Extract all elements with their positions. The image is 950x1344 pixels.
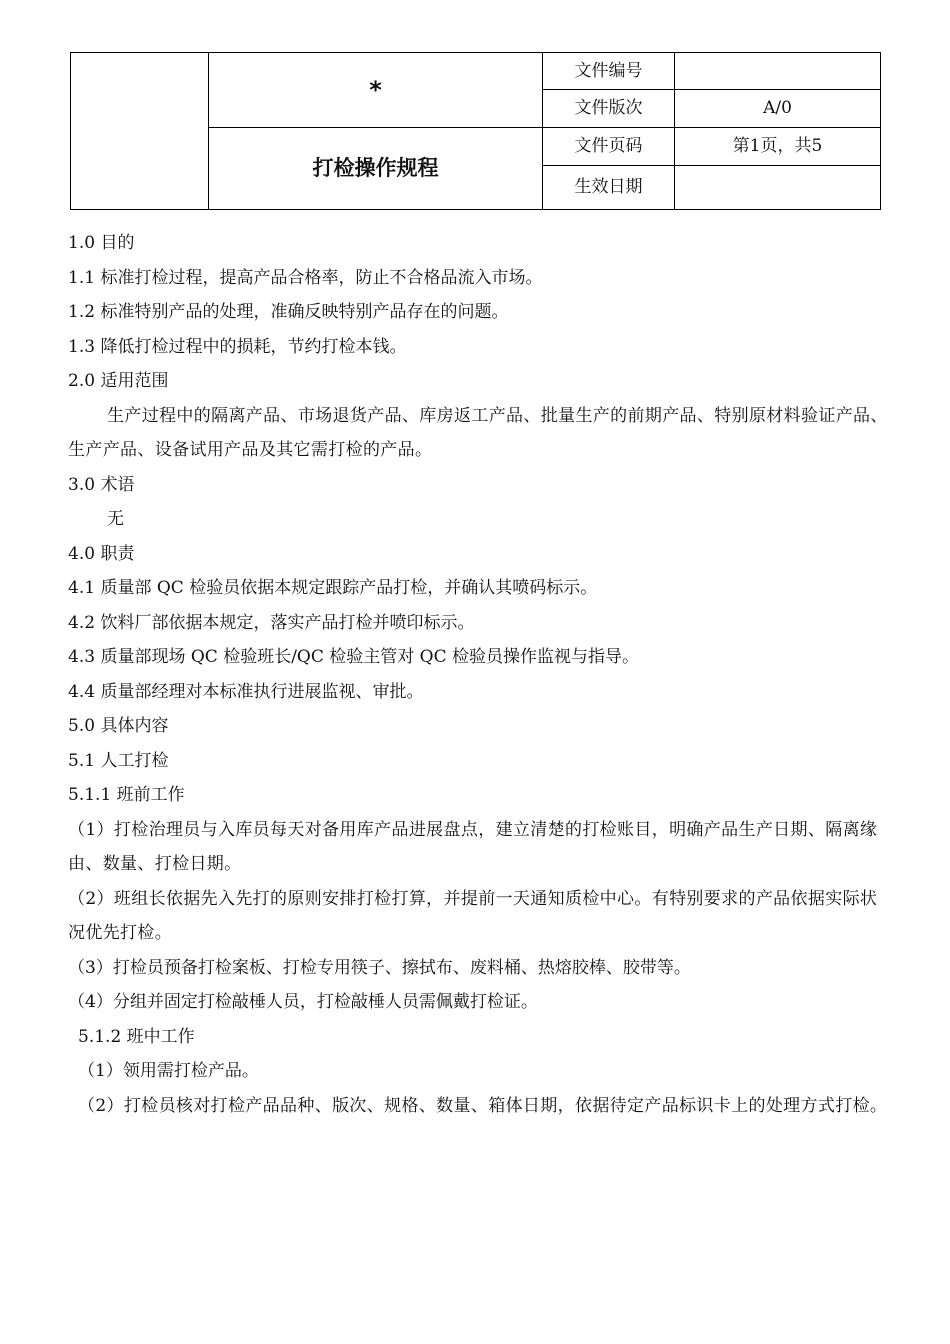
document-header-table [70, 52, 881, 210]
body-line: 1.3 降低打检过程中的损耗，节约打检本钱。 [68, 336, 407, 357]
logo-cell [71, 53, 209, 210]
body-paragraph: （2）班组长依据先入先打的原则安排打检打算，并提前一天通知质检中心。有特别要求的产品依据实际状况优先打检。 [68, 888, 878, 943]
section-heading: 4.0 职责 [68, 543, 135, 564]
field-label-doc-version: 文件版次 [543, 90, 675, 128]
body-line: 无 [107, 509, 124, 529]
body-paragraph: （2）打检员核对打检产品品种、版次、规格、数量、箱体日期，依据待定产品标识卡上的处理方式打检。 [78, 1095, 888, 1116]
body-line: 5.1.2 班中工作 [78, 1026, 195, 1047]
body-line: 4.2 饮料厂部依据本规定，落实产品打检并喷印标示。 [68, 612, 475, 633]
body-line: （4）分组并固定打检敲棰人员，打检敲棰人员需佩戴打检证。 [68, 992, 538, 1012]
body-line: （1）领用需打检产品。 [78, 1061, 259, 1081]
company-mark: * [209, 53, 543, 128]
field-label-page-number: 文件页码 [543, 128, 675, 166]
field-label-effective-date: 生效日期 [543, 166, 675, 210]
body-line: 4.1 质量部 QC 检验员依据本规定跟踪产品打检，并确认其喷码标示。 [68, 578, 598, 598]
body-line: 5.1 人工打检 [68, 750, 169, 771]
body-line: 1.2 标准特别产品的处理，准确反映特别产品存在的问题。 [68, 302, 509, 322]
field-value-doc-version: A/0 [675, 90, 881, 128]
body-line: 5.1.1 班前工作 [68, 785, 185, 805]
field-value-page-number: 第1页，共5 [675, 128, 881, 166]
body-line: 4.3 质量部现场 QC 检验班长/QC 检验主管对 QC 检验员操作监视与指导。 [68, 647, 640, 667]
field-value-doc-number [675, 53, 881, 90]
body-line: 4.4 质量部经理对本标准执行进展监视、审批。 [68, 681, 424, 702]
field-value-effective-date [675, 166, 881, 210]
body-line: （3）打检员预备打检案板、打检专用筷子、擦拭布、废料桶、热熔胶棒、胶带等。 [68, 957, 691, 978]
body-line: 1.1 标准打检过程，提高产品合格率，防止不合格品流入市场。 [68, 267, 543, 288]
field-label-doc-number: 文件编号 [543, 53, 675, 90]
body-paragraph: 生产过程中的隔离产品、市场退货产品、库房返工产品、批量生产的前期产品、特别原材料验证产品、生产产品、设备试用产品及其它需打检的产品。 [68, 405, 888, 460]
section-heading: 2.0 适用范围 [68, 371, 169, 391]
document-body [68, 226, 890, 1123]
section-heading: 1.0 目的 [68, 233, 135, 253]
section-heading: 3.0 术语 [68, 474, 135, 495]
section-heading: 5.0 具体内容 [68, 716, 169, 736]
body-paragraph: （1）打检治理员与入库员每天对备用库产品进展盘点，建立清楚的打检账目，明确产品生产日期、隔离缘由、数量、打检日期。 [68, 819, 878, 874]
document-title: 打检操作规程 [209, 128, 543, 210]
